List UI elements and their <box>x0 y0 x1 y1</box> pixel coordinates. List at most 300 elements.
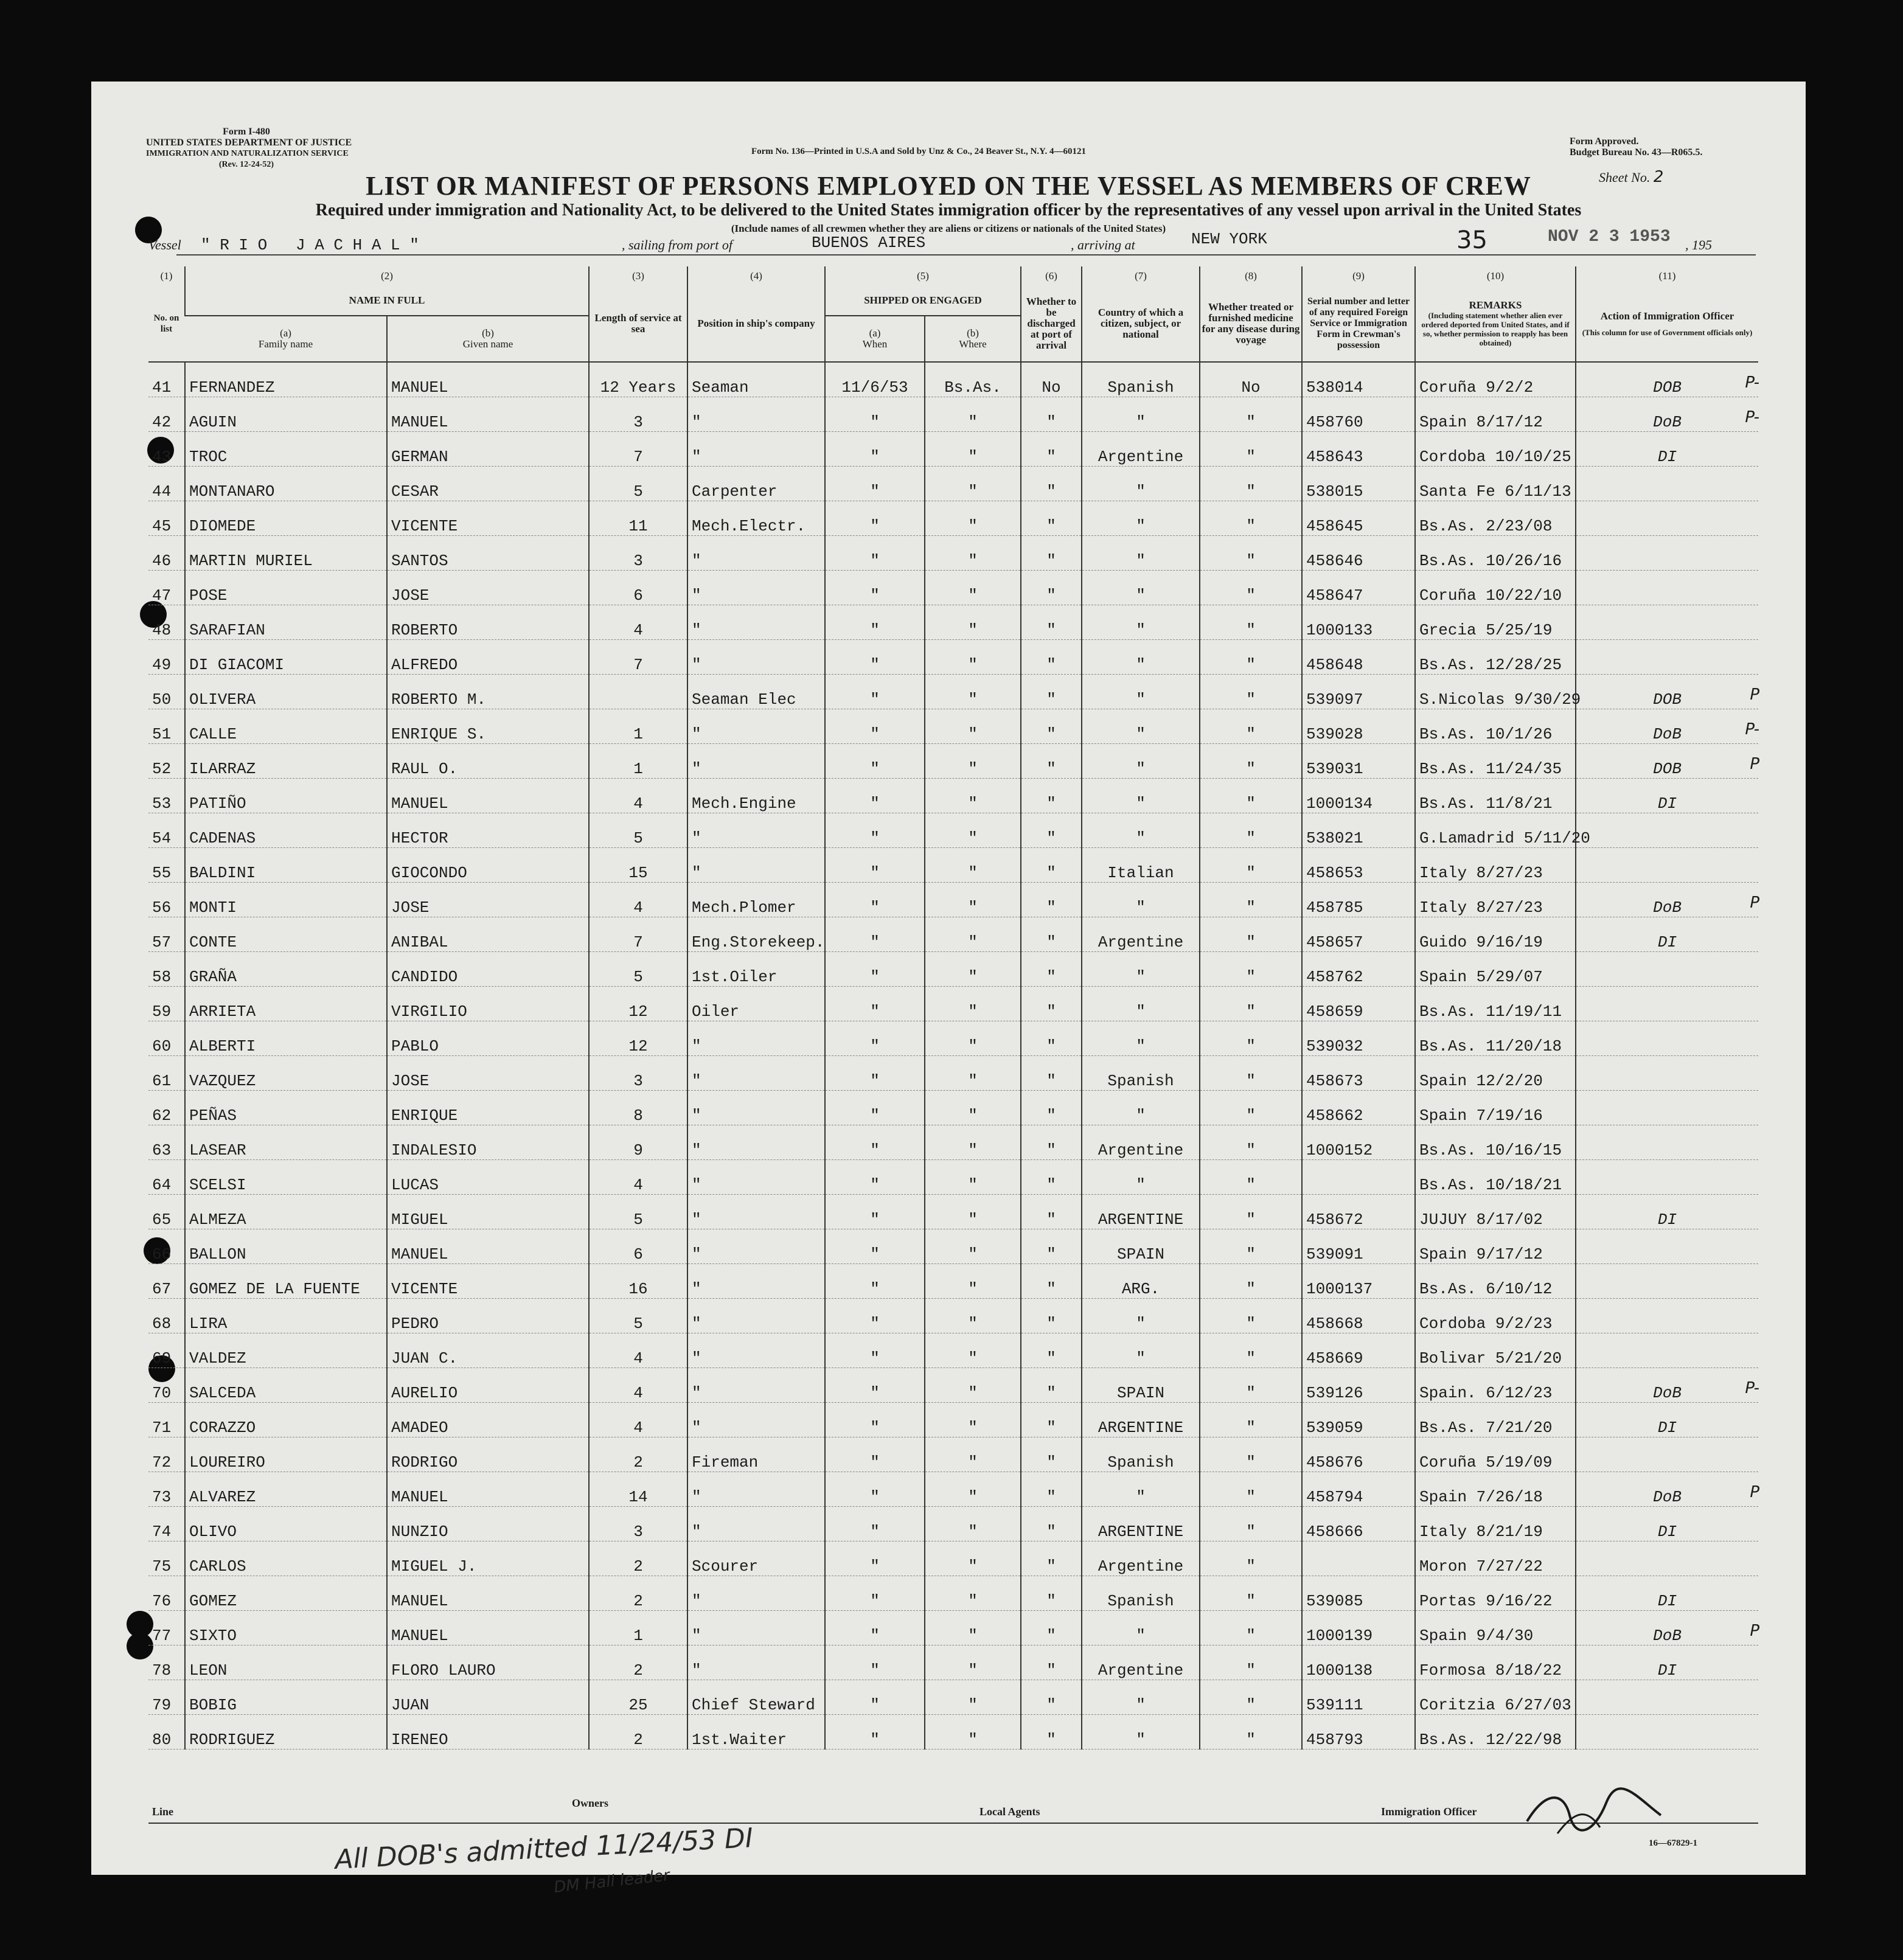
col-action-label <box>1576 286 1758 362</box>
citizenship: " <box>1082 1091 1200 1125</box>
family-name: BALLON <box>185 1229 387 1264</box>
serial-number: 458673 <box>1302 1056 1415 1091</box>
medicine-status: " <box>1200 675 1302 709</box>
shipped-where: " <box>925 1091 1021 1125</box>
col-shipped-label: SHIPPED OR ENGAGED <box>825 286 1021 316</box>
col-family-letter: (a) <box>280 327 291 339</box>
citizenship: " <box>1082 1299 1200 1333</box>
citizenship: ARGENTINE <box>1082 1403 1200 1437</box>
service-length: 4 <box>589 1368 687 1403</box>
service-length: 7 <box>589 432 687 467</box>
shipped-where: " <box>925 1125 1021 1160</box>
ship-position: Chief Steward <box>687 1680 825 1715</box>
row-number: 68 <box>148 1299 185 1333</box>
ship-position: Seaman <box>687 362 825 397</box>
officer-action <box>1576 987 1758 1021</box>
citizenship: " <box>1082 987 1200 1021</box>
service-length: 3 <box>589 1507 687 1541</box>
remarks: Formosa 8/18/22 <box>1415 1645 1576 1680</box>
officer-action <box>1576 1056 1758 1091</box>
family-name: PATIÑO <box>185 779 387 813</box>
col-family-text: Family name <box>258 338 313 350</box>
officer-action <box>1576 1021 1758 1056</box>
shipped-when: " <box>825 848 925 883</box>
serial-number: 539059 <box>1302 1403 1415 1437</box>
serial-number: 458762 <box>1302 952 1415 987</box>
shipped-when: " <box>825 1091 925 1125</box>
medicine-status: " <box>1200 987 1302 1021</box>
serial-number: 539085 <box>1302 1576 1415 1611</box>
shipped-when: " <box>825 605 925 640</box>
sheet-label: Sheet No. <box>1599 170 1651 185</box>
ship-position: " <box>687 1091 825 1125</box>
remarks: Bs.As. 10/16/15 <box>1415 1125 1576 1160</box>
officer-action: DI <box>1576 1645 1758 1680</box>
page-title: LIST OR MANIFEST OF PERSONS EMPLOYED ON THE VESSEL AS MEMBERS OF CREW <box>366 171 1531 201</box>
shipped-when: " <box>825 501 925 536</box>
officer-action: DOB P <box>1576 744 1758 779</box>
service-length: 12 <box>589 987 687 1021</box>
table-row <box>148 1091 1758 1125</box>
table-row <box>148 1056 1758 1091</box>
remarks: Bs.As. 10/26/16 <box>1415 536 1576 571</box>
citizenship: " <box>1082 952 1200 987</box>
shipped-where: " <box>925 779 1021 813</box>
col-position-label: Position in ship's company <box>687 286 825 362</box>
medicine-status: " <box>1200 397 1302 432</box>
medicine-status: " <box>1200 1333 1302 1368</box>
ship-position: Fireman <box>687 1437 825 1472</box>
service-length: 2 <box>589 1437 687 1472</box>
serial-number: 458676 <box>1302 1437 1415 1472</box>
medicine-status: " <box>1200 1056 1302 1091</box>
service-length: 5 <box>589 1299 687 1333</box>
service-length: 8 <box>589 1091 687 1125</box>
shipped-where: " <box>925 709 1021 744</box>
serial-number: 539028 <box>1302 709 1415 744</box>
remarks: Bs.As. 11/20/18 <box>1415 1021 1576 1056</box>
shipped-where: " <box>925 883 1021 917</box>
serial-number: 1000134 <box>1302 779 1415 813</box>
shipped-when: 11/6/53 <box>825 362 925 397</box>
discharge-status: " <box>1021 1507 1082 1541</box>
remarks: Spain 9/17/12 <box>1415 1229 1576 1264</box>
col-family-label <box>185 316 387 362</box>
remarks: Grecia 5/25/19 <box>1415 605 1576 640</box>
row-number: 73 <box>148 1472 185 1507</box>
officer-action: DI <box>1576 1576 1758 1611</box>
family-name: OLIVO <box>185 1507 387 1541</box>
citizenship: Argentine <box>1082 1125 1200 1160</box>
table-row <box>148 883 1758 917</box>
citizenship: " <box>1082 1680 1200 1715</box>
page-subnote: (Include names of all crewmen whether they are aliens or citizens or nationals of the United States) <box>731 223 1166 234</box>
review-mark: P <box>1750 894 1760 912</box>
medicine-status: " <box>1200 1576 1302 1611</box>
officer-action <box>1576 501 1758 536</box>
shipped-when: " <box>825 744 925 779</box>
family-name: SIXTO <box>185 1611 387 1645</box>
citizenship: " <box>1082 571 1200 605</box>
discharge-status: " <box>1021 640 1082 675</box>
shipped-where: " <box>925 640 1021 675</box>
ship-position: " <box>687 640 825 675</box>
shipped-when: " <box>825 1403 925 1437</box>
ship-position: " <box>687 571 825 605</box>
service-length: 4 <box>589 605 687 640</box>
officer-action: DoB P <box>1576 1611 1758 1645</box>
citizenship: " <box>1082 397 1200 432</box>
discharge-status: " <box>1021 1056 1082 1091</box>
discharge-status: " <box>1021 917 1082 952</box>
pencil-annotation: All DOB's admitted 11/24/53 DI <box>334 1823 754 1875</box>
remarks: Bs.As. 6/10/12 <box>1415 1264 1576 1299</box>
given-name: JOSE <box>387 571 589 605</box>
ship-position: Seaman Elec <box>687 675 825 709</box>
shipped-when: " <box>825 1299 925 1333</box>
family-name: SARAFIAN <box>185 605 387 640</box>
given-name: VIRGILIO <box>387 987 589 1021</box>
table-row <box>148 987 1758 1021</box>
medicine-status: " <box>1200 640 1302 675</box>
owners-label: Owners <box>572 1797 608 1809</box>
row-number: 44 <box>148 467 185 501</box>
remarks: Bs.As. 10/1/26 <box>1415 709 1576 744</box>
officer-action <box>1576 1437 1758 1472</box>
citizenship: " <box>1082 1333 1200 1368</box>
family-name: POSE <box>185 571 387 605</box>
serial-number: 458646 <box>1302 536 1415 571</box>
ship-position: " <box>687 1333 825 1368</box>
remarks: Guido 9/16/19 <box>1415 917 1576 952</box>
ship-position: " <box>687 1021 825 1056</box>
shipped-where: " <box>925 1056 1021 1091</box>
officer-action: DOB P <box>1576 675 1758 709</box>
shipped-when: " <box>825 1368 925 1403</box>
service-length: 6 <box>589 1229 687 1264</box>
col-no-header: (1) <box>160 270 173 282</box>
given-name: VICENTE <box>387 1264 589 1299</box>
service-length: 5 <box>589 467 687 501</box>
shipped-when: " <box>825 1611 925 1645</box>
col-when-letter: (a) <box>869 327 881 339</box>
ship-position: " <box>687 1403 825 1437</box>
revision-date: (Rev. 12-24-52) <box>218 160 274 169</box>
family-name: SCELSI <box>185 1160 387 1195</box>
ship-position: " <box>687 744 825 779</box>
shipped-when: " <box>825 1056 925 1091</box>
table-row <box>148 1368 1758 1403</box>
service-length: 11 <box>589 501 687 536</box>
ship-position: " <box>687 1195 825 1229</box>
row-number: 54 <box>148 813 185 848</box>
service-length: 4 <box>589 779 687 813</box>
citizenship: " <box>1082 883 1200 917</box>
review-mark: P <box>1750 686 1760 704</box>
family-name: BALDINI <box>185 848 387 883</box>
table-row <box>148 1403 1758 1437</box>
table-row <box>148 362 1758 397</box>
given-name: SANTOS <box>387 536 589 571</box>
form-approved-block <box>1570 136 1752 158</box>
remarks: Spain 7/26/18 <box>1415 1472 1576 1507</box>
service-length: 16 <box>589 1264 687 1299</box>
remarks: Cordoba 9/2/23 <box>1415 1299 1576 1333</box>
vessel-underline <box>176 254 1756 255</box>
ship-position: Scourer <box>687 1541 825 1576</box>
row-number: 60 <box>148 1021 185 1056</box>
family-name: GRAÑA <box>185 952 387 987</box>
shipped-when: " <box>825 813 925 848</box>
given-name: PABLO <box>387 1021 589 1056</box>
serial-number: 1000152 <box>1302 1125 1415 1160</box>
officer-action <box>1576 1333 1758 1368</box>
departure-port: BUENOS AIRES <box>812 234 926 252</box>
shipped-when: " <box>825 536 925 571</box>
table-row <box>148 1611 1758 1645</box>
vessel-name: " R I O J A C H A L " <box>201 236 419 254</box>
shipped-where: " <box>925 1299 1021 1333</box>
officer-action: DI <box>1576 1403 1758 1437</box>
service-length: 12 <box>589 1021 687 1056</box>
medicine-status: " <box>1200 1715 1302 1750</box>
table-row <box>148 1715 1758 1750</box>
row-number: 76 <box>148 1576 185 1611</box>
family-name: MONTI <box>185 883 387 917</box>
shipped-when: " <box>825 987 925 1021</box>
crew-rows <box>148 362 1758 1750</box>
serial-number: 458760 <box>1302 397 1415 432</box>
ship-position: Mech.Plomer <box>687 883 825 917</box>
footer-rule <box>148 1823 1758 1824</box>
discharge-status: " <box>1021 536 1082 571</box>
given-name: RODRIGO <box>387 1437 589 1472</box>
col-when-label <box>825 316 925 362</box>
officer-action: DoB P- <box>1576 1368 1758 1403</box>
citizenship: " <box>1082 1160 1200 1195</box>
discharge-status: " <box>1021 1125 1082 1160</box>
serial-number: 539091 <box>1302 1229 1415 1264</box>
citizenship: Spanish <box>1082 1437 1200 1472</box>
remarks: Spain 8/17/12 <box>1415 397 1576 432</box>
shipped-where: " <box>925 1437 1021 1472</box>
given-name: IRENEO <box>387 1715 589 1750</box>
service-length: 3 <box>589 397 687 432</box>
row-number: 58 <box>148 952 185 987</box>
family-name: FERNANDEZ <box>185 362 387 397</box>
medicine-status: " <box>1200 1160 1302 1195</box>
officer-action <box>1576 1541 1758 1576</box>
remarks: Coruña 9/2/2 <box>1415 362 1576 397</box>
col-position-num: (4) <box>687 266 825 286</box>
ship-position: " <box>687 813 825 848</box>
discharge-status: " <box>1021 709 1082 744</box>
shipped-where: " <box>925 675 1021 709</box>
shipped-where: " <box>925 1541 1021 1576</box>
citizenship: " <box>1082 813 1200 848</box>
officer-action <box>1576 467 1758 501</box>
serial-number: 539097 <box>1302 675 1415 709</box>
discharge-status: " <box>1021 1645 1082 1680</box>
ship-position: " <box>687 1472 825 1507</box>
discharge-status: " <box>1021 432 1082 467</box>
officer-action: DoB P- <box>1576 397 1758 432</box>
remarks: Coruña 10/22/10 <box>1415 571 1576 605</box>
row-number: 57 <box>148 917 185 952</box>
col-country-label: Country of which a citizen, subject, or national <box>1082 286 1200 362</box>
ship-position: Carpenter <box>687 467 825 501</box>
serial-number: 458653 <box>1302 848 1415 883</box>
discharge-status: " <box>1021 605 1082 640</box>
table-row <box>148 744 1758 779</box>
shipped-where: " <box>925 1611 1021 1645</box>
service-length <box>589 675 687 709</box>
discharge-status: " <box>1021 1229 1082 1264</box>
shipped-where: " <box>925 1472 1021 1507</box>
serial-number: 458672 <box>1302 1195 1415 1229</box>
officer-action <box>1576 1125 1758 1160</box>
given-name: ROBERTO <box>387 605 589 640</box>
arrival-port: NEW YORK <box>1191 230 1267 248</box>
service-length: 5 <box>589 813 687 848</box>
shipped-where: " <box>925 952 1021 987</box>
serial-number: 538021 <box>1302 813 1415 848</box>
discharge-status: " <box>1021 952 1082 987</box>
table-row <box>148 1264 1758 1299</box>
ship-position: Eng.Storekeep. <box>687 917 825 952</box>
shipped-where: " <box>925 917 1021 952</box>
medicine-status: " <box>1200 1403 1302 1437</box>
shipped-where: " <box>925 1160 1021 1195</box>
medicine-status: " <box>1200 952 1302 987</box>
ship-position: 1st.Oiler <box>687 952 825 987</box>
sheet-value: 2 <box>1653 168 1664 186</box>
printer-note: Form No. 136—Printed in U.S.A and Sold by Unz & Co., 24 Beaver St., N.Y. 4—60121 <box>751 147 1087 156</box>
remarks: Spain 9/4/30 <box>1415 1611 1576 1645</box>
citizenship: Spanish <box>1082 362 1200 397</box>
family-name: LOUREIRO <box>185 1437 387 1472</box>
officer-action <box>1576 1264 1758 1299</box>
table-row <box>148 1507 1758 1541</box>
table-row <box>148 952 1758 987</box>
given-name: MANUEL <box>387 1472 589 1507</box>
given-name: PEDRO <box>387 1299 589 1333</box>
shipped-where: " <box>925 1576 1021 1611</box>
service-length: 1 <box>589 1611 687 1645</box>
shipped-where: " <box>925 848 1021 883</box>
serial-number: 458794 <box>1302 1472 1415 1507</box>
serial-number: 539111 <box>1302 1680 1415 1715</box>
serial-number: 1000133 <box>1302 605 1415 640</box>
service-length: 5 <box>589 952 687 987</box>
row-number: 77 <box>148 1611 185 1645</box>
shipped-when: " <box>825 1715 925 1750</box>
given-name: LUCAS <box>387 1160 589 1195</box>
shipped-where: " <box>925 467 1021 501</box>
ship-position: " <box>687 1576 825 1611</box>
officer-action: DI <box>1576 917 1758 952</box>
medicine-status: " <box>1200 1645 1302 1680</box>
citizenship: " <box>1082 605 1200 640</box>
row-number: 52 <box>148 744 185 779</box>
given-name: NUNZIO <box>387 1507 589 1541</box>
remarks: Coritzia 6/27/03 <box>1415 1680 1576 1715</box>
table-row <box>148 675 1758 709</box>
service-length: 7 <box>589 917 687 952</box>
pencil-annotation-2: DM Hall leader <box>552 1866 671 1897</box>
medicine-status: " <box>1200 779 1302 813</box>
serial-number: 458643 <box>1302 432 1415 467</box>
crew-table <box>148 266 1758 1750</box>
col-where-letter: (b) <box>967 327 979 339</box>
table-row <box>148 1195 1758 1229</box>
shipped-when: " <box>825 1125 925 1160</box>
shipped-when: " <box>825 1195 925 1229</box>
remarks: Spain 7/19/16 <box>1415 1091 1576 1125</box>
arriving-label: , arriving at <box>1071 237 1135 252</box>
shipped-where: " <box>925 536 1021 571</box>
serial-number: 538015 <box>1302 467 1415 501</box>
citizenship: " <box>1082 779 1200 813</box>
row-number: 79 <box>148 1680 185 1715</box>
table-row <box>148 1680 1758 1715</box>
serial-number: 458647 <box>1302 571 1415 605</box>
service-length: 7 <box>589 640 687 675</box>
medicine-status: " <box>1200 1437 1302 1472</box>
col-given-text: Given name <box>462 338 513 350</box>
remarks: Cordoba 10/10/25 <box>1415 432 1576 467</box>
service-name: IMMIGRATION AND NATURALIZATION SERVICE <box>146 149 349 158</box>
family-name: MONTANARO <box>185 467 387 501</box>
shipped-where: " <box>925 1229 1021 1264</box>
shipped-where: " <box>925 397 1021 432</box>
medicine-status: " <box>1200 917 1302 952</box>
ship-position: Oiler <box>687 987 825 1021</box>
signature-scribble <box>1521 1785 1667 1840</box>
service-length: 12 Years <box>589 362 687 397</box>
citizenship: " <box>1082 501 1200 536</box>
table-row <box>148 571 1758 605</box>
remarks: Spain. 6/12/23 <box>1415 1368 1576 1403</box>
row-number: 46 <box>148 536 185 571</box>
officer-action <box>1576 605 1758 640</box>
ship-position: " <box>687 536 825 571</box>
officer-action: DI <box>1576 432 1758 467</box>
discharge-status: " <box>1021 987 1082 1021</box>
row-number: 70 <box>148 1368 185 1403</box>
officer-action: DI <box>1576 779 1758 813</box>
medicine-status: " <box>1200 605 1302 640</box>
discharge-status: " <box>1021 1333 1082 1368</box>
medicine-status: " <box>1200 1195 1302 1229</box>
table-row <box>148 1229 1758 1264</box>
shipped-where: " <box>925 1195 1021 1229</box>
serial-number: 1000139 <box>1302 1611 1415 1645</box>
remarks-title: REMARKS <box>1469 299 1522 311</box>
citizenship: " <box>1082 467 1200 501</box>
shipped-where: " <box>925 1403 1021 1437</box>
given-name: RAUL O. <box>387 744 589 779</box>
officer-action <box>1576 1160 1758 1195</box>
serial-number <box>1302 1541 1415 1576</box>
discharge-status: " <box>1021 467 1082 501</box>
remarks: Bs.As. 11/19/11 <box>1415 987 1576 1021</box>
remarks: Italy 8/27/23 <box>1415 848 1576 883</box>
row-number: 41 <box>148 362 185 397</box>
given-name: MANUEL <box>387 1611 589 1645</box>
service-length: 3 <box>589 536 687 571</box>
shipped-when: " <box>825 1437 925 1472</box>
